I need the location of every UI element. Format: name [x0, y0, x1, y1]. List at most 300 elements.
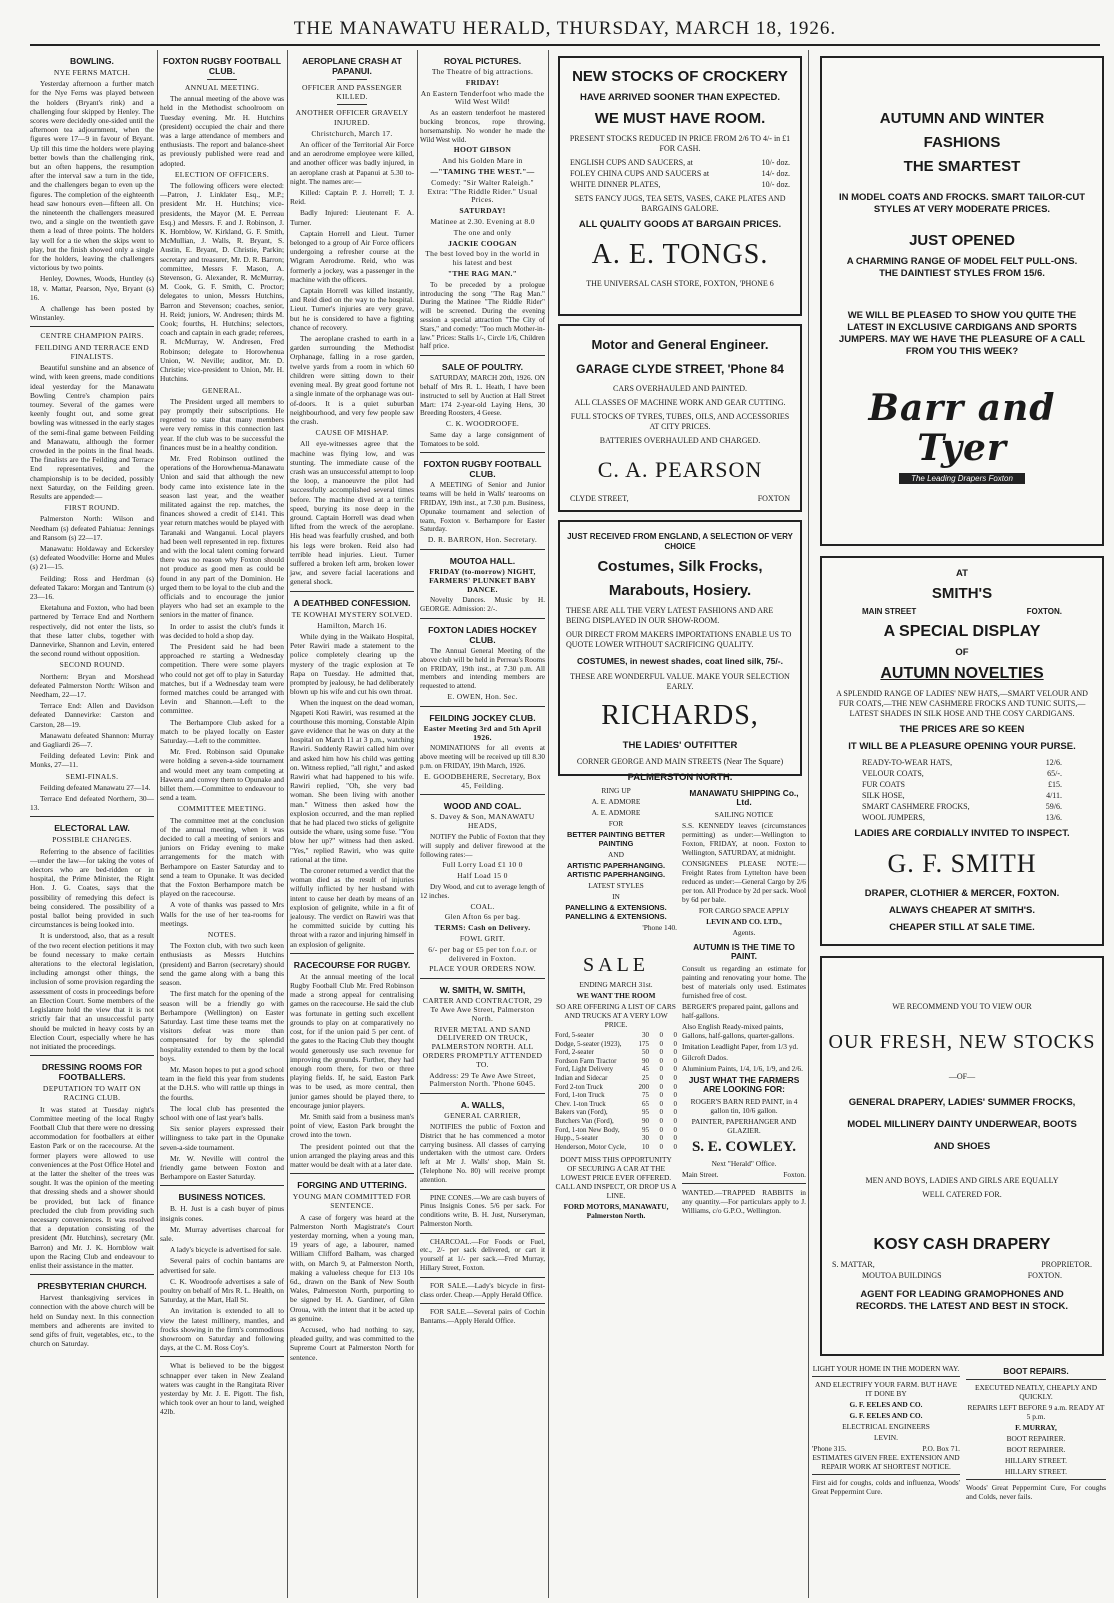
price-item: ENGLISH CUPS AND SAUCERS, at	[570, 158, 693, 167]
car-price: 0	[673, 1142, 677, 1151]
paragraph: Mr. Fred. Robinson said Opunake were holding a seven-a-side tournament and would meet any team competing at Hawera and convey them to Opunake and billet them.—Committee to endeavour to send a team.	[160, 747, 284, 803]
ad-text: LEVIN.	[873, 1433, 898, 1442]
ad-title: Motor and General Engineer.	[591, 337, 769, 352]
ad-shipping	[682, 786, 806, 936]
car-row	[555, 1065, 677, 1074]
text: E. GOODBEHERE, Secretary, Box 45, Feilding.	[423, 771, 542, 790]
car-price: 0	[673, 1073, 677, 1082]
column-rule	[417, 50, 418, 1598]
ad-merchant-name: A. E. TONGS.	[591, 239, 769, 270]
paragraph: Terrace End defeated Northern, 30—13.	[30, 794, 154, 813]
heading: FOXTON LADIES HOCKEY CLUB.	[428, 625, 537, 646]
paragraph: Accused, who had nothing to say, pleaded guilty, and was committed to the Supreme Court at Palmerston North for sentence.	[290, 1324, 414, 1362]
ad-text: FOR CARGO SPACE APPLY	[698, 906, 790, 915]
ad-title: AUTUMN IS THE TIME TO PAINT.	[693, 942, 795, 961]
ad-text: Consult us regarding an estimate for painting and renovating your home. The best of materials only used. Estimates furnished free of cost.	[682, 964, 806, 1000]
car-name: Ford 2-ton Truck	[555, 1082, 603, 1091]
car-price: 0	[673, 1134, 677, 1143]
heading: WOOD AND COAL.	[443, 801, 522, 812]
ad-text: CONSIGNEES PLEASE NOTE:—Freight Rates from Lyttelton have been reduced as under:—General Cargo by 2/6 per ton. All Produce by 2d per sack. Wool by 6d per bale.	[682, 859, 806, 904]
paragraph: NOTIFY the Public of Foxton that they will supply and deliver firewood at the following rates:—	[420, 833, 545, 859]
car-name: Ford, Light Delivery	[555, 1065, 614, 1074]
ad-text: MOUTOA BUILDINGS	[862, 1271, 942, 1280]
ad-text: SO ARE OFFERING A LIST OF CARS AND TRUCKS AT A VERY LOW PRICE.	[556, 1002, 676, 1029]
car-price: 90	[642, 1116, 649, 1125]
column-rule	[157, 50, 158, 1598]
paragraph: The Annual General Meeting of the above club will be held in Perreau's Rooms on FRIDAY, 19th inst., at 7.30 p.m. All members and intending members are requested to attend.	[420, 647, 545, 691]
ad-title: NEW STOCKS OF CROCKERY	[572, 68, 788, 85]
ad-ford-sale	[555, 950, 677, 1590]
paragraph: Yesterday afternoon a further match for the Nye Ferns was played between the holders (Bryant's rink) and a challenging four skipped by Henley. The scores were decidedly one-sided until the afternoon tea adjournment, when the figures were 17—9 in favour of Bryant. Up till this time the holders were playing better bowls than the challenging rink, but an often happens, the resumption after the interval saw a turn in the tide, and the challengers began to even up the figures. The completion of the eighteenth head saw honours even—fifteen all. On the nineteenth the challengers measured two, and a single on the twentieth gave them a lead of three points. The holders lay well for a tie when the skips went to play, but the finish showed only a single for the holders, leaving the challengers victorious by two points.	[30, 79, 154, 273]
paragraph: Eketahuna and Foxton, who had been partnered by Terrace End and Northern respectively, did not enter the lists, so that these latter clubs, together with Dannevirke, Shannon and Levin, entered the second round without opposition.	[30, 603, 154, 659]
price-value: 13/6.	[1045, 813, 1062, 822]
heading: BOWLING.	[70, 56, 114, 66]
ad-merchant-name: RICHARDS,	[601, 700, 759, 731]
subheading: SEMI-FINALS.	[65, 771, 119, 781]
heading: BUSINESS NOTICES.	[178, 1192, 266, 1203]
text: HOOT GIBSON	[453, 145, 512, 155]
ad-text: CORNER GEORGE AND MAIN STREETS (Near The Square)	[576, 757, 784, 766]
price-item: WOOL JUMPERS,	[862, 813, 925, 822]
paragraph: Mr. W. Neville will control the friendly game between Foxton and Berhampore on Easter Saturday.	[160, 1153, 284, 1182]
text: E. OWEN, Hon. Sec.	[447, 692, 518, 702]
column-rule	[808, 50, 809, 1598]
ad-text: S. MATTAR,	[832, 1260, 875, 1269]
subheading: ANNUAL MEETING.	[184, 83, 260, 92]
ad-text: LIGHT YOUR HOME IN THE MODERN WAY.	[812, 1364, 960, 1373]
paragraph: What is believed to be the biggest schnapper ever taken in New Zealand waters was caught in the Rangitata River yesterday by Mr. J. E. Pigott. The fish, which took over an hour to land, weighed 42lb.	[160, 1361, 284, 1417]
car-price: 65	[642, 1099, 649, 1108]
ad-text: SAILING NOTICE	[714, 810, 774, 819]
car-price: 0	[659, 1125, 663, 1134]
subheading: DEPUTATION TO WAIT ON RACING CLUB.	[42, 1084, 142, 1103]
paragraph: The following officers were elected:—Patron, J. Linklater Esq., M.P.; president Mr. H. Hutchins; vice-presidents, the Mayor (M. E. Perreau Esq.) and Messrs. F. and J. Robinson, J. K. Hornblow, W. Kirkland, G. F. Smith, McMullian, J. Walls, R. Bryant, S. Austin, E. Bryant, D. Christie, Parkin; secretary and treasurer, Mr. D. R. Barron; committee, Messrs F. Mason, A. Stevenson, G. Alexander, R. McMurray, M. Cook, G. F. Smith, C. Proctor; delegates to union, Messrs Hutchins, Barron and Stevenson; coaches, senior, H. Reid; juniors, W. Andresen; thirds M. Cook; fourths, H. Hutchins; selectors, coach and captain in each grade; referees, R. McMurray, W. Andresen, Fred Robinson; delegate to Horowhenua Union, W. Neville; auditor, Mr. D. Christie; vice-president to Union, Mr. H. Hutchins.	[160, 181, 284, 384]
masthead: THE MANAWATU HERALD, THURSDAY, MARCH 18, 1926.	[30, 18, 1100, 46]
ad-text: A CHARMING RANGE OF MODEL FELT PULL-ONS. THE DAINTIEST STYLES FROM 15/6.	[846, 256, 1078, 279]
paragraph: An invitation is extended to all to view the latest millinery, mantles, and frocks showing in the firm's commodious showroom on Saturday and following days, at the C. M. Ross Coy's.	[160, 1306, 284, 1353]
subheading: TE KOWHAI MYSTERY SOLVED.	[291, 609, 413, 619]
ad-text: THE UNIVERSAL CASH STORE, FOXTON, 'PHONE 6	[586, 279, 774, 288]
ad-text: PROPRIETOR.	[1041, 1260, 1092, 1269]
ad-text: ARTISTIC PAPERHANGING. ARTISTIC PAPERHANGING.	[567, 861, 665, 879]
car-price: 0	[659, 1031, 663, 1039]
ad-text: S.S. KENNEDY leaves (circumstances permitting) as under:—Wellington to Foxton, FRIDAY, at noon. Foxton to Wellington, SATURDAY, at midnight.	[682, 821, 806, 857]
paragraph: The local club has presented the school with one of last year's balls.	[160, 1103, 284, 1122]
paragraph: Same day a large consignment of Tomatoes to be sold.	[420, 430, 545, 448]
car-name: Bakers van (Ford),	[555, 1108, 608, 1117]
price-value: 10/- doz.	[761, 158, 790, 167]
ad-smiths	[820, 556, 1104, 946]
paragraph: Killed: Captain P. J. Horrell; T. J. Reid.	[290, 188, 414, 207]
car-price: 95	[642, 1125, 649, 1134]
ad-text: AND	[607, 850, 624, 859]
car-price: 0	[673, 1116, 677, 1125]
car-row	[555, 1048, 677, 1057]
heading: SALE OF POULTRY.	[441, 362, 524, 373]
ad-text: CARS OVERHAULED AND PAINTED.	[613, 384, 747, 393]
paragraph: The Berhampore Club asked for a match to be played locally on Easter Saturday.—Left to the committee.	[160, 717, 284, 746]
price-value: 14/- doz.	[761, 169, 790, 178]
car-price: 0	[673, 1091, 677, 1100]
paragraph: A MEETING of Senior and Junior teams will be held in Walls' tearooms on FRIDAY, 19th inst., at 7.30 p.m. Business, Opunake tournament and selection of team, Foxton v. Berhampore for Easter Saturday.	[420, 481, 545, 534]
ad-text: ALL CLASSES OF MACHINE WORK AND GEAR CUTTING.	[574, 398, 786, 407]
ad-title: Costumes, Silk Frocks,	[597, 558, 763, 575]
text: Full Lorry Load £1 10 0	[442, 860, 523, 870]
paragraph: FOR SALE.—Several pairs of Cochin Bantams.—Apply Herald Office.	[420, 1308, 545, 1326]
car-price: 45	[642, 1065, 649, 1074]
paragraph: When the inquest on the dead woman, Ngapeti Koti Rawiri, was resumed at the courthouse this morning, Constable Alpin gave evidence that he was on duty at the hospital on March 11 at 3 p.m., watching Rawiri. Suddenly Rawiri called him over and asked him how his child was getting on. Witness replied, "all right," and asked Rawiri what had happened to his wife. Rawiri replied, "Oh, she very bad woman. She been living with another man." Witness then asked how the explosion occurred, and the man replied that he had placed two sticks of gelignite outside the whare, using some fuse. "You blow her up?" witness had then asked. "Yes," replied Rawiri, who was quite rational at the time.	[290, 698, 414, 864]
paragraph: A lady's bicycle is advertised for sale.	[170, 1245, 282, 1255]
paragraph: An officer of the Territorial Air Force and an aerodrome employee were killed, and another officer was badly injured, in an aeroplane crash at Papanui at 5.30 to-night. The names are:—	[290, 140, 414, 186]
ad-text: FULL STOCKS OF TYRES, TUBES, OILS, AND ACCESSORIES AT CITY PRICES.	[570, 412, 790, 431]
ad-text: PANELLING & EXTENSIONS. PANELLING & EXTENSIONS.	[565, 903, 667, 921]
column-4	[420, 50, 545, 1598]
paragraph: Feilding: Ross and Herdman (s) defeated Takaro: Morgan and Tantrum (s) 23—16.	[30, 573, 154, 601]
car-row	[555, 1091, 677, 1100]
price-item: FOLEY CHINA CUPS AND SAUCERS at	[570, 169, 710, 178]
price-item: VELOUR COATS,	[862, 769, 924, 778]
price-row	[570, 158, 790, 168]
paragraph: The first match for the opening of the season will be a friendly go with Berhampore (Wellington) on Easter Saturday. Last time these teams met the visitors defeat was more than compensated for by the splendid hospitality extended to them by the local boys.	[160, 989, 284, 1063]
subheading: FIRST ROUND.	[64, 503, 120, 513]
ad-title: SMITH'S	[931, 585, 993, 602]
ad-text: Woods' Great Peppermint Cure, For coughs and Colds, never fails.	[966, 1483, 1106, 1501]
ad-text: OF	[955, 647, 969, 658]
ad-text: Also English Ready-mixed paints, Gallons, half-gallons, quarter-gallons.	[682, 1022, 795, 1040]
ad-text: ELECTRICAL ENGINEERS	[842, 1422, 930, 1431]
heading: FOXTON RUGBY FOOTBALL CLUB.	[162, 56, 282, 76]
ad-text: IN	[612, 892, 620, 901]
price-value: 59/6.	[1045, 802, 1062, 811]
subheading: NYE FERNS MATCH.	[53, 68, 131, 77]
paragraph: Feilding defeated Manawatu 27—14.	[40, 782, 151, 792]
text: The one and only	[453, 227, 512, 237]
car-price: 30	[642, 1031, 649, 1039]
ad-title: BOOT REPAIRS.	[1003, 1366, 1069, 1376]
car-name: Ford, 1-ton New Body,	[555, 1125, 620, 1134]
paragraph: The aeroplane crashed to earth in a garden surrounding the Methodist Orphanage, falling in a rose garden, twelve yards from a room in which 60 children were sitting down to their evening meal. By great good fortune not a single inmate of the orphanage was out-of-doors. It is a quiet suburban neighbourhood, and very few people saw the crash.	[290, 334, 414, 426]
ad-text: WE WILL BE PLEASED TO SHOW YOU QUITE THE LATEST IN EXCLUSIVE CARDIGANS AND SPORTS JUMPERS. MAY WE HAVE THE PLEASURE OF A CALL FROM YOU THIS WEEK?	[838, 310, 1086, 357]
car-price: 0	[659, 1108, 663, 1117]
paragraph: SATURDAY, MARCH 20th, 1926. ON behalf of Mrs R. L. Heath, I have been instructed to sell by Auction at Hall Street Mart: 174 2-year-old Laying Hens, 30 Breeding Roosters, 4 Geese.	[420, 374, 545, 418]
text: FOWL GRIT.	[459, 933, 506, 943]
paragraph: Referring to the absence of facilities—under the law—for taking the votes of electors who are bed-ridden or in hospital, the Prime Minister, the Right Hon. J. G. Coates, says that the possibility of remedying this defect is being considered. The possibility of a postal ballot being provided in such circumstances is being looked into.	[30, 846, 154, 930]
text: —"TAMING THE WEST."—	[430, 166, 535, 176]
car-price: 0	[659, 1082, 663, 1091]
car-price: 0	[673, 1099, 677, 1108]
paragraph: Harvest thanksgiving services in connection with the above church will be held on Sunday next. In this connection members and adherents are invited to send gifts of fruit, vegetables, etc., to the church on Saturday.	[30, 1293, 154, 1349]
ad-text: CHEAPER STILL AT SALE TIME.	[889, 922, 1035, 933]
car-name: Hupp., 5-seater	[555, 1134, 598, 1143]
paragraph: At the annual meeting of the local Rugby Football Club Mr. Fred Robinson made a strong appeal for centralising games on the racecourse. He said the club was fortunate in getting such excellent grounds to play on at comparatively no cost, for if the union paid 5 per cent. of the gates to the Racing Club they thought would generously use such revenue for improving the grounds. Further, they had enough room there, for two or three playing fields. If, he said, Easton Park was to be used, as more central, then junior games should be played there, to encourage junior players.	[290, 971, 414, 1110]
ad-text: AT	[956, 568, 968, 579]
heading: DRESSING ROOMS FOR FOOTBALLERS.	[41, 1062, 143, 1083]
paragraph: Manawatu: Holdaway and Eckersley (s) defeated Woodville: Horne and Mules (s) 21—15.	[30, 543, 154, 572]
text: FRIDAY!	[465, 77, 500, 87]
column-3	[290, 50, 414, 1598]
subheading: OFFICER AND PASSENGER KILLED.	[301, 83, 403, 102]
paragraph: Mr. Fred Robinson outlined the operations of the Horowhenua-Manawatu Union and said that although the new body came into existence late in the season last year, and the weather militated against the rep. matches, the finances showed a credit of £141. This year return matches would be played with Taranaki and Wanganui. Local players had been well represented in rep. fixtures and with the local talent coming forward there was no reason why Foxton should not produce as good men as could be found in any part of the Dominion. He urged them to be loyal to the club and the officials and to encourage the junior players who had set an example to the seniors in the matter of finance.	[160, 453, 284, 620]
ad-text: CLYDE STREET,	[570, 494, 629, 503]
car-row	[555, 1108, 677, 1117]
price-row	[862, 791, 1062, 801]
car-price: 30	[642, 1134, 649, 1143]
subheading: NOTES.	[207, 930, 237, 940]
price-row	[862, 802, 1062, 812]
car-row	[555, 1083, 677, 1092]
ad-text: THE PRICES ARE SO KEEN	[899, 724, 1025, 735]
ad-text: RING UP	[601, 786, 631, 795]
text: GENERAL CARRIER,	[444, 1111, 521, 1121]
ad-title: GARAGE CLYDE STREET, 'Phone 84	[576, 362, 784, 376]
ad-admore	[555, 786, 677, 932]
car-row	[555, 1057, 677, 1066]
car-name: Chev. 1-ton Truck	[555, 1099, 606, 1108]
text: JACKIE COOGAN	[448, 238, 517, 248]
car-price: 0	[659, 1091, 663, 1100]
subheading: SECOND ROUND.	[59, 660, 125, 670]
ad-motor-engineer	[558, 324, 802, 512]
paragraph: Captain Horrell was killed instantly, and Reid died on the way to the hospital. Lieut. Turner's injuries are very grave, but he is considered to have a fighting chance of recovery.	[290, 286, 414, 332]
ad-merchant-name: G. F. SMITH	[887, 849, 1037, 878]
ad-text: HAVE ARRIVED SOONER THAN EXPECTED.	[579, 92, 781, 103]
paragraph: Beautiful sunshine and an absence of wind, with keen greens, made conditions ideal yesterday for the Manawatu Bowling Centre's champion pairs tourney. Several of the games were keenly fought out, and some great bowling was witnessed in the early stages of the semi-final game between Feilding and Manawatu, although the former crowded in the points in the final heads. The finalists are the Feilding and Terrace End representatives, and the championship is to be decided, possibly next Saturday, on the Feilding green. Results are appended:—	[30, 363, 154, 501]
ad-text: LEVIN AND CO. LTD.,	[706, 917, 782, 926]
subheading: POSSIBLE CHANGES.	[52, 835, 132, 845]
ad-text: Agents.	[732, 928, 756, 937]
ad-text: FOXTON.	[1026, 607, 1062, 616]
ad-title: JUST WHAT THE FARMERS ARE LOOKING FOR:	[688, 1075, 800, 1094]
car-name: Ford, 5-seater	[555, 1031, 594, 1039]
ad-merchant-name: C. A. PEARSON	[597, 457, 763, 482]
car-price: 0	[659, 1134, 663, 1143]
column-1	[30, 50, 154, 1598]
ad-text: ALWAYS CHEAPER AT SMITH'S.	[888, 905, 1035, 916]
car-price: 50	[642, 1048, 649, 1057]
logo-band: The Leading Drapers Foxton	[899, 473, 1025, 484]
barr-tyer-logo: Barr and Tyer	[868, 387, 1056, 469]
paragraph: It is understood, also, that as a result of the two recent election petitions it may be found necessary to make certain alterations to the electoral legislation, including amongst other things, the inclusion of some provision regarding the assessment of costs in proceedings before an Election Court. Some members of the Legislature hold the view that it is not strictly fair that an unsuccessful party should be mulcted in heavy costs by an Election Court, especially where he has not initiated the proceedings.	[30, 931, 154, 1051]
ad-text: DON'T MISS THIS OPPORTUNITY OF SECURING A CAR AT THE LOWEST PRICE EVER OFFERED. CALL AND INSPECT, OR DROP US A LINE.	[555, 1155, 677, 1201]
paragraph: The Foxton club, with two such keen enthusiasts as Messrs Hutchins (president) and Barron (secretary) should send the game along with a bang this season.	[160, 941, 284, 988]
ad-text: A SPLENDID RANGE OF LADIES' NEW HATS,—SMART VELOUR AND FUR COATS,—THE NEW CASHMERE FROCKS AND TUNIC SUITS,—LATEST SHADES IN SILK HOSE AND THE COSY CARDIGANS.	[836, 689, 1088, 718]
paragraph: Novelty Dances. Music by H. GEORGE. Admission: 2/-.	[420, 596, 545, 614]
ad-richards	[558, 520, 802, 783]
ad-text: —OF—	[948, 1072, 976, 1081]
price-value: 10/- doz.	[761, 180, 790, 189]
ad-text: LATEST STYLES	[588, 881, 644, 890]
ad-text: Foxton.	[783, 1170, 806, 1179]
paragraph: To be preceded by a prologue introducing the song "The Rag Man." During the Matinee "The Riddle Rider" will be screened. During the evening session a special attraction "The City of Stars," and comedy: "Too much Mother-in-law." Prices: Stalls 1/-, Circle 1/6, Children half price.	[420, 280, 545, 351]
heading: W. SMITH, W. SMITH,	[439, 985, 526, 996]
ad-text: Main Street.	[682, 1170, 719, 1179]
car-price: 0	[659, 1142, 663, 1151]
subheading: FEILDING AND TERRACE END FINALISTS.	[34, 342, 149, 361]
car-name: Dodge, 5-seater (1923),	[555, 1039, 622, 1048]
paragraph: In order to assist the club's funds it was decided to hold a shop day.	[160, 621, 284, 640]
ad-text: P.O. Box 71.	[922, 1444, 960, 1453]
price-value: £15.	[1048, 780, 1062, 789]
paragraph: The President urged all members to pay promptly their subscriptions. He regretted to state that many members were very remiss in this connection last year. If the club was to be successful the finances must be in a healthy condition.	[160, 396, 284, 452]
paragraph: Mr. Murray advertises charcoal for sale.	[160, 1224, 284, 1243]
ad-text: WE WANT THE ROOM	[576, 991, 656, 1000]
ad-text: FOXTON.	[1027, 1271, 1062, 1280]
text: SATURDAY!	[459, 206, 506, 216]
car-price: 0	[673, 1031, 677, 1039]
text: Glen Afton 6s per bag.	[444, 912, 521, 922]
ad-text: Aluminium Paints, 1/4, 1/6, 1/9, and 2/6.	[682, 1064, 803, 1073]
paragraph: A case of forgery was heard at the Palmerston North Magistrate's Court yesterday morning, when a young man, 19 years of age, a labourer, named William Clifford Balham, was charged with, on March 9, at Palmerston North, making a valueless cheque for £13 10s 6d., drawn on the Bank of New South Wales, Palmerston North, purporting to be signed by H. A. Gardiner, of Glen Oroua, with the intent that it be acted up as genuine.	[290, 1212, 414, 1323]
paragraph: The annual meeting of the above was held in the Methodist schoolroom on Tuesday evening. Mr. H. Hutchins (president) occupied the chair and there was a large attendance of members and enthusiasts. The report and balance-sheet as previously published were read and adopted.	[160, 94, 284, 168]
text: PLACE YOUR ORDERS NOW.	[429, 964, 536, 974]
ad-text: 'Phone 315.	[812, 1444, 847, 1453]
paragraph: Mr. Mason hopes to put a good school team in the field this year from students at the D.H.S. who will rattle up things in the fourths.	[160, 1064, 284, 1102]
paragraph: Several pairs of cochin bantams are advertised for sale.	[160, 1256, 284, 1275]
car-price: 0	[673, 1065, 677, 1074]
ad-text: ALL QUALITY GOODS AT BARGAIN PRICES.	[578, 219, 782, 230]
ad-text: EXECUTED NEATLY, CHEAPLY AND QUICKLY.	[974, 1383, 1098, 1401]
price-row	[862, 780, 1062, 790]
ad-text: ENDING MARCH 31st.	[579, 980, 653, 989]
paragraph: The President said he had been approached re starting a Wednesday competition. There were some players who could not get off to play in Saturday matches, but if a Wednesday team were formed matches could be arranged with Levin and Shannon.—Left to the committee.	[160, 641, 284, 716]
paragraph: The coroner returned a verdict that the woman died as the result of injuries wilfully inflicted by her husband with intent to cause her death by means of an explosion of gelignite, while in a fit of jealousy. The verdict on Rawiri was that he committed suicide by cutting his throat with a razor and injuring himself in an explosion of gelignite.	[290, 866, 414, 949]
ad-text: BOOT REPAIRER.	[1006, 1434, 1066, 1443]
paragraph: FOR SALE.—Lady's bicycle in first-class order. Cheap.—Apply Herald Office.	[420, 1281, 545, 1299]
ad-title: OUR FRESH, NEW STOCKS	[828, 1031, 1096, 1053]
ad-text: A. E. ADMORE	[591, 808, 641, 817]
price-value: 12/6.	[1045, 758, 1062, 767]
ad-text: F. MURRAY,	[1015, 1423, 1057, 1432]
car-row	[555, 1100, 677, 1109]
ad-text: G. F. EELES AND CO.	[849, 1411, 923, 1420]
car-row	[555, 1074, 677, 1083]
car-price: 0	[659, 1056, 663, 1065]
price-item: SMART CASHMERE FROCKS,	[862, 802, 970, 811]
price-value: 4/11.	[1046, 791, 1062, 800]
subheading: CAUSE OF MISHAP.	[315, 428, 389, 438]
paragraph: Manawatu defeated Shannon: Murray and Gagliardi 26—7.	[30, 730, 154, 750]
paragraph: Six senior players expressed their willingness to take part in the Opunake seven-a-side tournament.	[160, 1124, 284, 1152]
text: The Theatre of big attractions.	[431, 67, 534, 76]
paragraph: Terrace End: Allen and Davidson defeated Dannevirke: Carston and Carston, 28—19.	[30, 701, 154, 729]
ad-text: FOR	[608, 819, 624, 828]
car-price: 175	[638, 1039, 649, 1048]
price-row	[862, 813, 1062, 823]
car-name: Fordson Farm Tractor	[555, 1056, 617, 1065]
paragraph: The president pointed out that the union arranged the playing areas and this matter would be dealt with at a later date.	[290, 1141, 414, 1169]
text: An Eastern Tenderfoot who made the Wild West Wild!	[420, 88, 545, 107]
ad-text: BERGER'S prepared paint, gallons and half-gallons.	[682, 1002, 799, 1020]
paragraph: Mr. Smith said from a business man's point of view, Easton Park brought the crowd into the town.	[290, 1111, 414, 1140]
car-price: 0	[673, 1082, 677, 1091]
heading: MOUTOA HALL.	[449, 556, 516, 567]
car-row	[555, 1143, 677, 1152]
ad-merchant-name: KOSY CASH DRAPERY	[873, 1236, 1051, 1253]
dateline: Hamilton, March 16.	[317, 620, 387, 630]
car-price: 0	[659, 1065, 663, 1074]
car-price-table	[555, 1031, 677, 1151]
paragraph: NOMINATIONS for all events at above meeting will be received up till 8.30 p.m. on FRIDAY, 19th March, 1926.	[420, 744, 545, 771]
heading: AEROPLANE CRASH AT PAPANUI.	[302, 56, 402, 76]
text: 6/- per bag or £5 per ton f.o.r. or delivered in Foxton.	[428, 944, 537, 963]
paragraph: Henley, Downes, Woods, Huntley (s) 18, v. Mattar, Pearson, Nye, Bryant (s) 16.	[30, 274, 154, 302]
ad-eeles	[812, 1364, 960, 1539]
paragraph: A vote of thanks was passed to Mrs Walls for the use of her tea-rooms for meetings.	[160, 900, 284, 928]
paragraph: While dying in the Waikato Hospital, Peter Rawiri made a statement to the police completely clearing up the mystery of the tragic explosion at Te Rapa on Tuesday. He admitted that, prompted by jealousy, he had deliberately blown up his wife and cut his own throat.	[290, 631, 414, 697]
ad-text: BETTER PAINTING BETTER PAINTING	[567, 830, 665, 848]
heading: FORGING AND UTTERING.	[297, 1180, 407, 1191]
car-price: 75	[642, 1091, 649, 1100]
ad-text: HILLARY STREET.	[1005, 1467, 1067, 1476]
paragraph: Northern: Bryan and Morshead defeated Palmerston North: Wilson and Needham, 22—17.	[30, 671, 154, 699]
ad-text: MEN AND BOYS, LADIES AND GIRLS ARE EQUALLY WELL CATERED FOR.	[865, 1176, 1059, 1199]
paragraph: NOTIFIES the public of Foxton and District that he has commenced a motor carrying business. All classes of carrying undertaken with the utmost care. Orders left at Mr J. Walls' shop, Main St. (Telephone No. 80) will receive prompt attention.	[420, 1122, 545, 1184]
ad-text: IN MODEL COATS AND FROCKS. SMART TAILOR-CUT STYLES AT VERY MODERATE PRICES.	[838, 192, 1086, 215]
ad-text: BATTERIES OVERHAULED AND CHARGED.	[599, 436, 761, 445]
subheading: COMMITTEE MEETING.	[177, 804, 267, 814]
car-price: 25	[642, 1073, 649, 1082]
ad-kosy-drapery	[820, 956, 1104, 1356]
ad-text: COSTUMES, in newest shades, coat lined silk, 75/-.	[577, 656, 783, 666]
car-price: 95	[642, 1108, 649, 1117]
paragraph: PINE CONES.—We are cash buyers of Pinus Insignis Cones. 5/6 per sack. For conditions write, B. H. Just, Nurseryman, Palmerston North.	[420, 1193, 545, 1228]
ad-title: FASHIONS	[923, 134, 1001, 151]
car-price: 0	[673, 1108, 677, 1117]
ad-text: FORD MOTORS, MANAWATU, Palmerston North.	[563, 1202, 669, 1221]
ad-text: DRAPER, CLOTHIER & MERCER, FOXTON.	[864, 888, 1060, 899]
subheading: ANOTHER OFFICER GRAVELY INJURED.	[295, 108, 409, 127]
ad-text: IT WILL BE A PLEASURE OPENING YOUR PURSE.	[848, 741, 1076, 752]
column-rule	[287, 50, 288, 1598]
price-row	[570, 169, 790, 179]
text: CARTER AND CONTRACTOR, 29 Te Awe Awe Street, Palmerston North.	[422, 996, 543, 1023]
car-row	[555, 1134, 677, 1143]
text: Half Load 15 0	[457, 871, 508, 881]
price-value: 65/-.	[1047, 769, 1062, 778]
car-price: 10	[642, 1142, 649, 1151]
heading: FOXTON RUGBY FOOTBALL CLUB.	[423, 459, 542, 480]
ad-text: THE LADIES' OUTFITTER	[622, 740, 738, 751]
paragraph: C. K. Woodroofe advertises a sale of poultry on behalf of Mrs R. L. Health, on Saturday, at the Mart, Hall St.	[160, 1276, 284, 1305]
ad-title: A SPECIAL DISPLAY	[883, 623, 1041, 640]
ad-text: REPAIRS LEFT BEFORE 9 a.m. READY AT 5 p.m.	[967, 1403, 1105, 1421]
text: "THE RAG MAN."	[447, 268, 518, 278]
paragraph: Palmerston North: Wilson and Needham (s) defeated Pahiatua: Jennings and Ransom (s) 22—17.	[30, 514, 154, 542]
ad-text: G. F. EELES AND CO.	[849, 1400, 923, 1409]
ad-barr-tyer	[820, 56, 1104, 546]
ad-text: GENERAL DRAPERY, LADIES' SUMMER FROCKS, MODEL MILLINERY DAINTY UNDERWEAR, BOOTS AND SHOES	[847, 1097, 1077, 1152]
text: Comedy: "Sir Walter Raleigh." Extra: "The Riddle Rider." Usual Prices.	[427, 177, 538, 205]
price-row	[862, 769, 1062, 779]
text: COAL.	[470, 901, 495, 911]
paragraph: Dry Wood, and cut to average length of 12 inches.	[420, 882, 545, 900]
ad-merchant-name: S. E. COWLEY.	[691, 1139, 797, 1155]
ad-text: FOXTON	[757, 494, 790, 503]
ad-text: First aid for coughs, colds and influenza, Woods' Great Peppermint Cure.	[812, 1478, 960, 1496]
price-row	[862, 758, 1062, 768]
column-rule	[548, 50, 549, 1598]
ad-title: SALE	[583, 954, 649, 976]
ad-text: MAIN STREET	[862, 607, 917, 616]
car-name: Indian and Sidecar	[555, 1073, 608, 1082]
price-item: WHITE DINNER PLATES,	[570, 180, 661, 189]
car-name: Ford, 1-ton Truck	[555, 1091, 605, 1100]
ad-text: ROGER'S BARN RED PAINT, in 4 gallon tin, 10/6 gallon.	[690, 1097, 798, 1115]
price-row	[570, 180, 790, 190]
ad-title: AUTUMN NOVELTIES	[880, 665, 1044, 682]
ad-text: ESTIMATES GIVEN FREE. EXTENSION AND REPAIR WORK AT SHORTEST NOTICE.	[812, 1453, 960, 1471]
car-row	[555, 1117, 677, 1126]
